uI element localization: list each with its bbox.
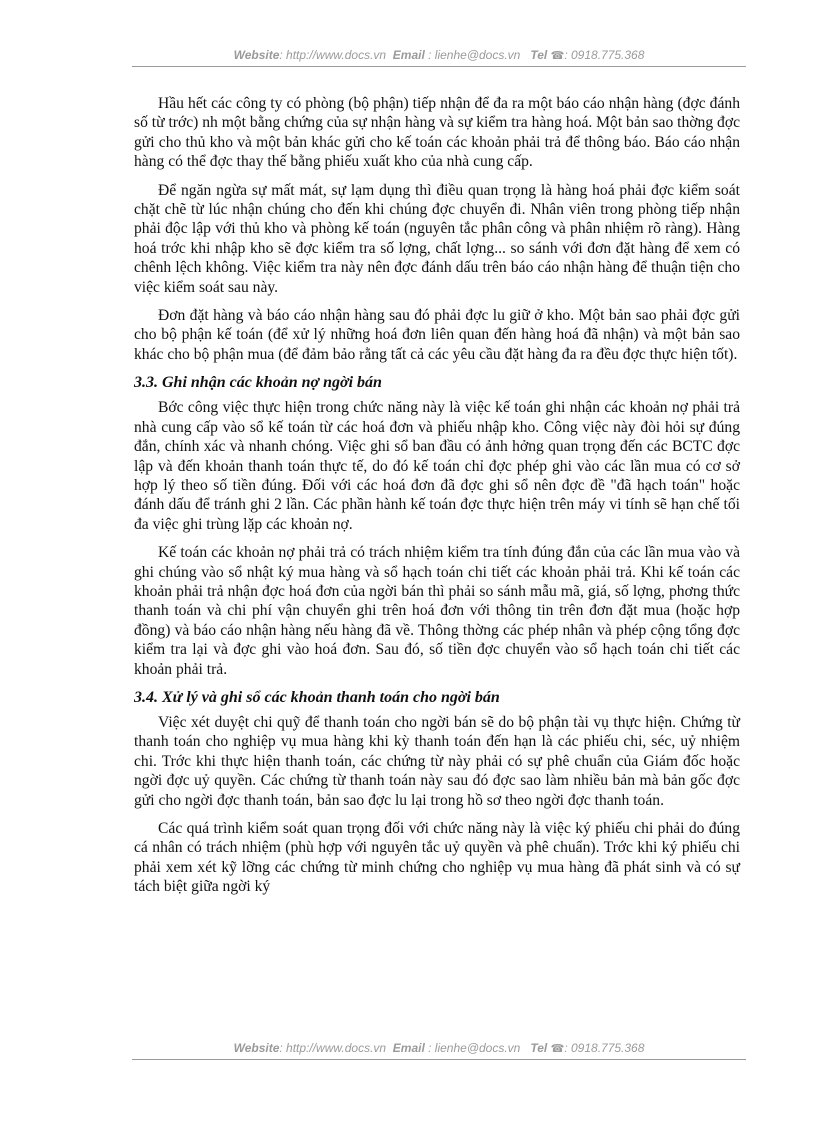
paragraph-receiving-report: Hầu hết các công ty có phòng (bộ phận) tiếp nhận để đa ra một báo cáo nhận hàng (đợc đánh số từ trớc) nh một bằng chứng của sự nhận hàng và sự kiểm tra hàng hoá. Một bản sao thờng đợc gửi cho thủ kho và một bản khác gửi cho kế toán các khoản phải trả để thông báo. Báo cáo nhận hàng có thể đợc thay thế bằng phiếu xuất kho của nhà cung cấp. (134, 95, 740, 171)
header-email-label: Email (392, 48, 425, 62)
page-footer (132, 1041, 746, 1060)
header-website-value[interactable]: : http://www.docs.vn (279, 48, 387, 62)
header-website-label: Website (233, 48, 280, 62)
header-tel-value: : 0918.775.368 (564, 48, 645, 62)
paragraph-order-storage: Đơn đặt hàng và báo cáo nhận hàng sau đó phải đợc lu giữ ở kho. Một bản sao phải đợc gửi cho bộ phận kế toán (để xử lý những hoá đơn liên quan đến hàng hoá đã nhận) và một bản sao khác cho bộ phận mua (để đảm bảo rằng tất cả các yêu cầu đặt hàng đa ra đều đợc thực hiện tốt). (134, 307, 740, 363)
phone-icon: ☎ (550, 50, 565, 62)
header-tel-label: Tel (530, 48, 548, 62)
section-heading-3-4: 3.4. Xử lý và ghi sổ các khoản thanh toán cho ngời bán (134, 688, 500, 706)
header-email-value[interactable]: : lienhe@docs.vn (428, 48, 521, 62)
page-header (132, 48, 746, 67)
paragraph-payment-approval: Việc xét duyệt chi quỹ để thanh toán cho ngời bán sẽ do bộ phận tài vụ thực hiện. Chứng từ thanh toán cho nghiệp vụ mua hàng khi kỳ thanh toán đến hạn là các phiếu chi, séc, uỷ nhiệm chi. Trớc khi thực hiện thanh toán, các chứng từ này phải có sự phê chuẩn của Giám đốc hoặc ngời đợc uỷ quyền. Các chứng từ thanh toán này sau đó đợc sao làm nhiều bản mà bản gốc đợc gửi cho ngời đợc thanh toán, bản sao đợc lu lại trong hồ sơ theo ngời đợc thanh toán. (134, 713, 740, 809)
footer-tel-value: : 0918.775.368 (564, 1041, 645, 1055)
footer-website-label: Website (233, 1041, 280, 1055)
document-body (134, 94, 740, 906)
section-heading-3-3: 3.3. Ghi nhận các khoản nợ ngời bán (134, 374, 382, 392)
footer-website-value[interactable]: : http://www.docs.vn (279, 1041, 387, 1055)
paragraph-payables-accountant: Kế toán các khoản nợ phải trả có trách nhiệm kiểm tra tính đúng đắn của các lần mua vào và ghi chúng vào sổ nhật ký mua hàng và sổ hạch toán chi tiết các khoản phải trả. Khi kế toán các khoản phải trả nhận đợc hoá đơn của ngời bán thì phải so sánh mẫu mã, giá, số lợng, phơng thức thanh toán và chi phí vận chuyển ghi trên hoá đơn với thông tin trên đơn đặt mua (hoặc hợp đồng) và báo cáo nhận hàng nếu hàng đã về. Thông thờng các phép nhân và phép cộng tổng đợc kiểm tra lại và đợc ghi vào hoá đơn. Sau đó, số tiền đợc chuyển vào sổ hạch toán chi tiết các khoản phải trả. (134, 544, 740, 678)
paragraph-recording-payables: Bớc công việc thực hiện trong chức năng này là việc kế toán ghi nhận các khoản nợ phải trả nhà cung cấp vào sổ kế toán từ các hoá đơn và phiếu nhập kho. Công việc này đòi hỏi sự đúng đắn, chính xác và nhanh chóng. Việc ghi sổ ban đầu có ảnh hởng quan trọng đến các BCTC đợc lập và đến khoản thanh toán thực tế, do đó kế toán chỉ đợc phép ghi vào các lần mua có cơ sở hợp lý theo số tiền đúng. Đối với các hoá đơn đã đợc ghi sổ nên đợc đề "đã hạch toán" hoặc đánh dấu để tránh ghi 2 lần. Các phần hành kế toán đợc thực hiện trên máy vi tính sẽ hạn chế tối đa việc ghi trùng lặp các khoản nợ. (134, 399, 740, 533)
footer-email-label: Email (392, 1041, 425, 1055)
paragraph-payment-controls: Các quá trình kiểm soát quan trọng đối với chức năng này là việc ký phiếu chi phải do đúng cá nhân có trách nhiệm (phù hợp với nguyên tắc uỷ quyền và phê chuẩn). Trớc khi ký phiếu chi phải xem xét kỹ lỡng các chứng từ minh chứng cho nghiệp vụ mua hàng đã phát sinh và có sự tách biệt giữa ngời ký (134, 820, 740, 896)
phone-icon: ☎ (550, 1043, 565, 1055)
paragraph-goods-control: Để ngăn ngừa sự mất mát, sự lạm dụng thì điều quan trọng là hàng hoá phải đợc kiểm soát chặt chẽ từ lúc nhận chúng cho đến khi chúng đợc chuyển đi. Nhân viên trong phòng tiếp nhận phải độc lập với thủ kho và phòng kế toán (nguyên tắc phân công và phân nhiệm rõ ràng). Hàng hoá trớc khi nhập kho sẽ đợc kiểm tra số lợng, chất lợng... so sánh với đơn đặt hàng để xem có chênh lệch không. Việc kiểm tra này nên đợc đánh dấu trên báo cáo nhận hàng để thuận tiện cho việc kiểm soát sau này. (134, 181, 740, 296)
footer-tel-label: Tel (530, 1041, 548, 1055)
footer-email-value[interactable]: : lienhe@docs.vn (428, 1041, 521, 1055)
